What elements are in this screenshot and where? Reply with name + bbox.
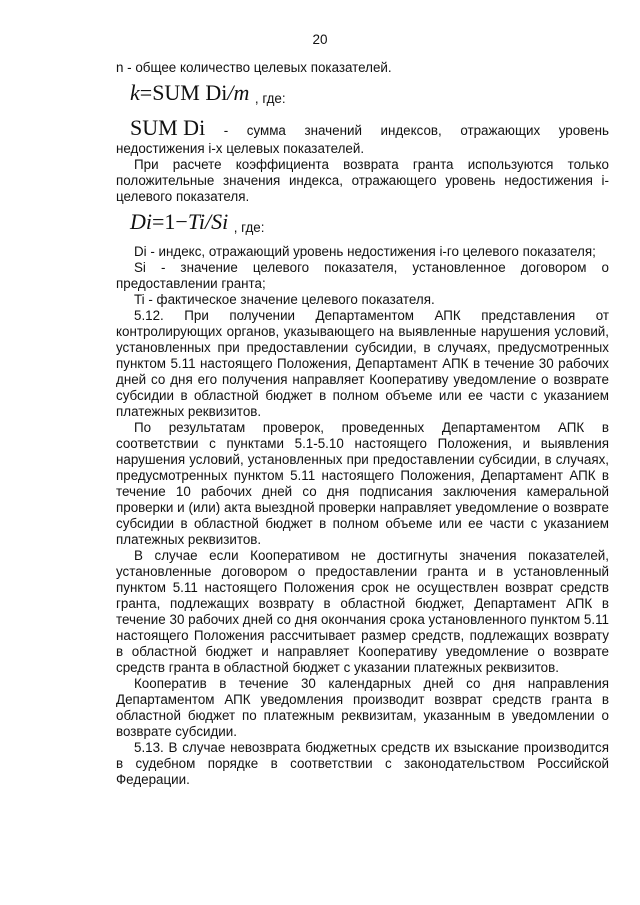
formula-k-eq: = bbox=[139, 80, 153, 105]
document-body bbox=[116, 60, 609, 788]
formula-k-sum: SUM Di bbox=[152, 80, 228, 105]
sum-word-6: уровень bbox=[558, 123, 609, 138]
sum-word-1: - bbox=[223, 123, 229, 138]
paragraph-inspection-results: По результатам проверок, проведенных Департаментом АПК в соответствии с пунктами 5.1-5.10 настоящего Положения, и выявления нарушения условий, установленных при предоставлении субсидии, в случаях, предусмотренных пунктом 5.11 настоящего Положения, Департамент АПК в течение 10 рабочих дней со дня подписания заключения камеральной проверки и (или) акта выездной проверки направляет уведомление о возврате субсидии в областной бюджет в полном объеме или ее части с указанием платежных реквизитов. bbox=[116, 420, 609, 547]
definition-ti: Ti - фактическое значение целевого показателя. bbox=[134, 292, 435, 307]
formula-di bbox=[116, 208, 609, 242]
formula-k bbox=[116, 79, 609, 113]
page-number: 20 bbox=[312, 32, 328, 47]
formula-di-minus: − bbox=[175, 209, 188, 234]
sum-definition-continued: недостижения i-х целевых показателей. bbox=[116, 141, 365, 156]
sum-term: SUM Di bbox=[130, 115, 206, 140]
sum-word-4: индексов, bbox=[380, 123, 442, 138]
sum-word-2: сумма bbox=[246, 123, 286, 138]
formula-di-one: 1 bbox=[164, 209, 176, 234]
paragraph-not-achieved: В случае если Кооперативом не достигнуты значения показателей, установленные договором о предоставлении гранта и в установленный пунктом 5.11 настоящего Положения срок не осуществлен возврат средств гранта, подлежащих возврату в областной бюджет, Департамент АПК в течение 30 рабочих дней со дня окончания срока установленного пунктом 5.11 настоящего Положения рассчитывает размер средств, подлежащих возврату в областной бюджет и направляет Кооперативу уведомление о возврате средств гранта в областной бюджет с указании платежных реквизитов. bbox=[116, 548, 609, 675]
sum-word-3: значений bbox=[304, 123, 362, 138]
formula-di-ti: Ti bbox=[187, 209, 205, 234]
definition-si: Si - значение целевого показателя, установленное договором о предоставлении гранта; bbox=[116, 260, 609, 291]
formula-di-si: Si bbox=[211, 209, 229, 234]
formula-di-lhs: Di bbox=[130, 209, 152, 234]
paragraph-cooperative-return: Кооператив в течение 30 календарных дней со дня направления Департаментом АПК уведомления производит возврат средств гранта в областной бюджет по платежным реквизитам, указанным в уведомлении о возврате субсидии. bbox=[116, 676, 609, 739]
paragraph-n-definition: n - общее количество целевых показателей. bbox=[116, 60, 392, 75]
formula-di-slash: / bbox=[204, 209, 212, 234]
paragraph-5-12: 5.12. При получении Департаментом АПК представления от контролирующих органов, указывающего на выявленные нарушения условий, установленных при предоставлении субсидии, в случаях, предусмотренных пунктом 5.11 настоящего Положения, Департамент АПК в течение 30 рабочих дней со дня его получения направляет Кооперативу уведомление о возврате субсидии в областной бюджет в полном объеме или ее части с указанием платежных реквизитов. bbox=[116, 308, 609, 419]
formula-di-suffix: , где: bbox=[233, 220, 265, 235]
paragraph-calc: При расчете коэффициента возврата гранта используются только положительные значения индекса, отражающего уровень недостижения i-целевого показателя. bbox=[116, 157, 609, 204]
formula-k-lhs: k bbox=[130, 80, 140, 105]
sum-word-5: отражающих bbox=[460, 123, 541, 138]
definition-di: Di - индекс, отражающий уровень недостижения i-го целевого показателя; bbox=[134, 244, 596, 259]
formula-di-eq: = bbox=[152, 209, 165, 234]
formula-k-slash: / bbox=[227, 80, 234, 105]
formula-k-suffix: , где: bbox=[254, 91, 286, 106]
sum-definition-line bbox=[116, 115, 609, 141]
paragraph-5-13: 5.13. В случае невозврата бюджетных средств их взыскание производится в судебном порядке в соответствии с законодательством Российской Федерации. bbox=[116, 740, 609, 787]
formula-k-m: m bbox=[233, 80, 250, 105]
